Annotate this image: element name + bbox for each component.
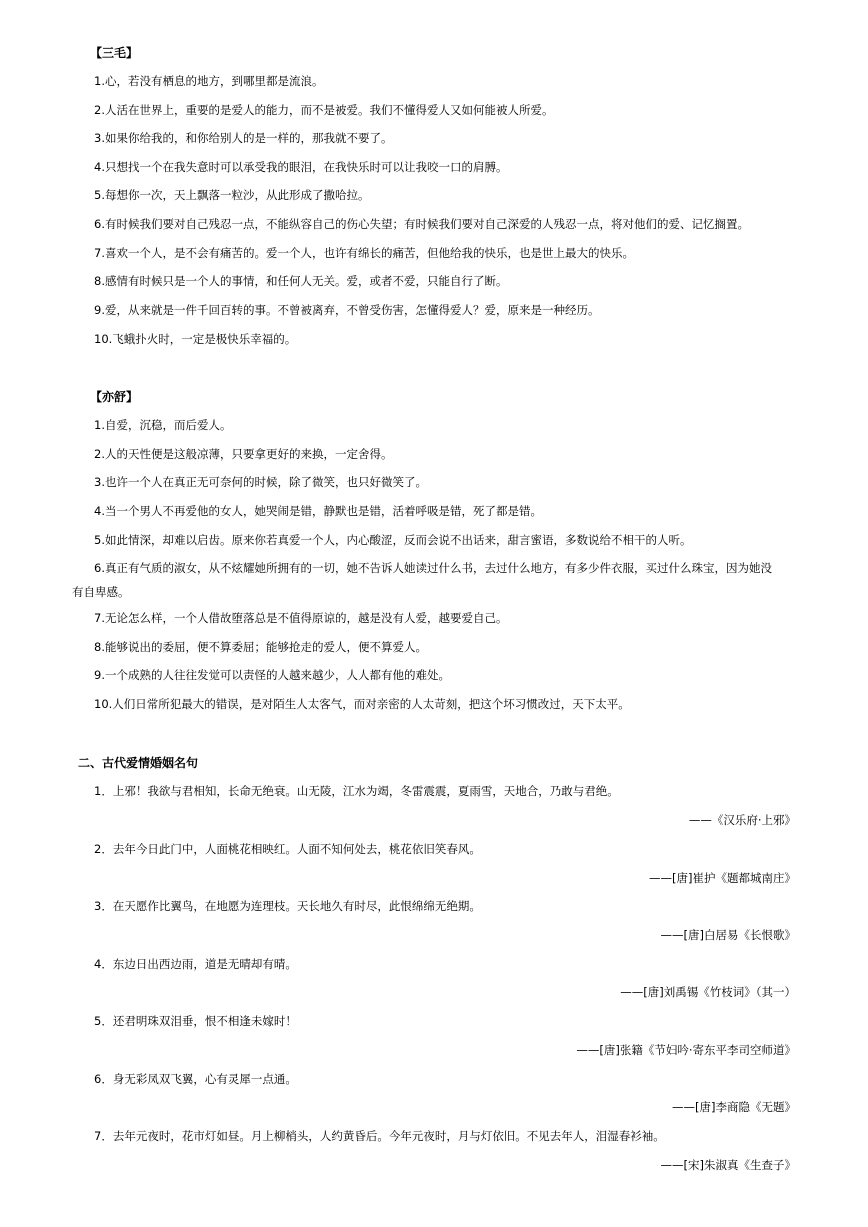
sanmao-quote-1: 1.心，若没有栖息的地方，到哪里都是流浪。	[94, 74, 324, 88]
ancient-quote-6: 6．身无彩凤双飞翼，心有灵犀一点通。	[94, 1072, 297, 1086]
yishu-quote-9: 9.一个成熟的人往往发觉可以责怪的人越来越少，人人都有他的难处。	[94, 668, 450, 682]
ancient-source-3: ——[唐]白居易《长恨歌》	[660, 928, 796, 942]
ancient-quote-7: 7．去年元夜时，花市灯如昼。月上柳梢头，人约黄昏后。今年元夜时，月与灯依旧。不见去年人，泪湿春衫袖。	[94, 1129, 665, 1143]
yishu-quote-4: 4.当一个男人不再爱他的女人，她哭闹是错，静默也是错，活着呼吸是错，死了都是错。	[94, 504, 542, 518]
ancient-quote-3: 3．在天愿作比翼鸟，在地愿为连理枝。天长地久有时尽，此恨绵绵无绝期。	[94, 899, 481, 913]
ancient-source-1: ——《汉乐府·上邪》	[688, 813, 796, 827]
sanmao-quote-3: 3.如果你给我的，和你给别人的是一样的，那我就不要了。	[94, 131, 393, 145]
ancient-source-4: ——[唐]刘禹锡《竹枝词》（其一）	[620, 985, 796, 999]
sanmao-quote-4: 4.只想找一个在我失意时可以承受我的眼泪，在我快乐时可以让我咬一口的肩膊。	[94, 160, 508, 174]
sanmao-quote-8: 8.感情有时候只是一个人的事情，和任何人无关。爱，或者不爱，只能自行了断。	[94, 274, 508, 288]
ancient-source-6: ——[唐]李商隐《无题》	[672, 1100, 796, 1114]
ancient-quote-4: 4．东边日出西边雨，道是无晴却有晴。	[94, 957, 297, 971]
yishu-quote-1: 1.自爱，沉稳，而后爱人。	[94, 418, 232, 432]
sanmao-quote-6: 6.有时候我们要对自己残忍一点，不能纵容自己的伤心失望；有时候我们要对自己深爱的人残忍一点，将对他们的爱、记忆搁置。	[94, 217, 749, 231]
ancient-source-7: ——[宋]朱淑真《生查子》	[660, 1158, 796, 1172]
section-title-ancient: 二、古代爱情婚姻名句	[78, 756, 199, 770]
ancient-source-2: ——[唐]崔护《题都城南庄》	[649, 871, 796, 885]
sanmao-quote-10: 10.飞蛾扑火时，一定是极快乐幸福的。	[94, 332, 297, 346]
ancient-source-5: ——[唐]张籍《节妇吟·寄东平李司空师道》	[576, 1043, 796, 1057]
yishu-quote-2: 2.人的天性便是这般凉薄，只要拿更好的来换，一定舍得。	[94, 447, 393, 461]
ancient-quote-5: 5．还君明珠双泪垂，恨不相逢未嫁时！	[94, 1014, 297, 1028]
sanmao-quote-7: 7.喜欢一个人，是不会有痛苦的。爱一个人，也许有绵长的痛苦，但他给我的快乐，也是世上最大的快乐。	[94, 246, 634, 260]
yishu-quote-8: 8.能够说出的委屈，便不算委屈；能够抢走的爱人，便不算爱人。	[94, 640, 427, 654]
yishu-quote-5: 5.如此情深，却难以启齿。原来你若真爱一个人，内心酸涩，反而会说不出话来，甜言蜜语，多数说给不相干的人听。	[94, 533, 692, 547]
yishu-quote-7: 7.无论怎么样，一个人借故堕落总是不值得原谅的，越是没有人爱，越要爱自己。	[94, 611, 508, 625]
ancient-quote-2: 2．去年今日此门中，人面桃花相映红。人面不知何处去，桃花依旧笑春风。	[94, 842, 481, 856]
section-title-sanmao: 【三毛】	[90, 46, 139, 60]
ancient-quote-1: 1．上邪！我欲与君相知，长命无绝衰。山无陵，江水为竭，冬雷震震，夏雨雪，天地合，乃敢与君绝。	[94, 784, 619, 798]
yishu-quote-6: 6.真正有气质的淑女，从不炫耀她所拥有的一切，她不告诉人她读过什么书，去过什么地方，有多少件衣服，买过什么珠宝，因为她没有自卑感。	[72, 561, 772, 599]
sanmao-quote-5: 5.每想你一次，天上飘落一粒沙，从此形成了撒哈拉。	[94, 188, 370, 202]
yishu-quote-10: 10.人们日常所犯最大的错误，是对陌生人太客气，而对亲密的人太苛刻，把这个坏习惯改过，天下太平。	[94, 697, 630, 711]
section-title-yishu: 【亦舒】	[90, 390, 139, 404]
sanmao-quote-9: 9.爱，从来就是一件千回百转的事。不曾被离弃，不曾受伤害，怎懂得爱人？爱，原来是一种经历。	[94, 303, 600, 317]
sanmao-quote-2: 2.人活在世界上，重要的是爱人的能力，而不是被爱。我们不懂得爱人又如何能被人所爱。	[94, 103, 554, 117]
yishu-quote-3: 3.也许一个人在真正无可奈何的时候，除了微笑，也只好微笑了。	[94, 475, 427, 489]
